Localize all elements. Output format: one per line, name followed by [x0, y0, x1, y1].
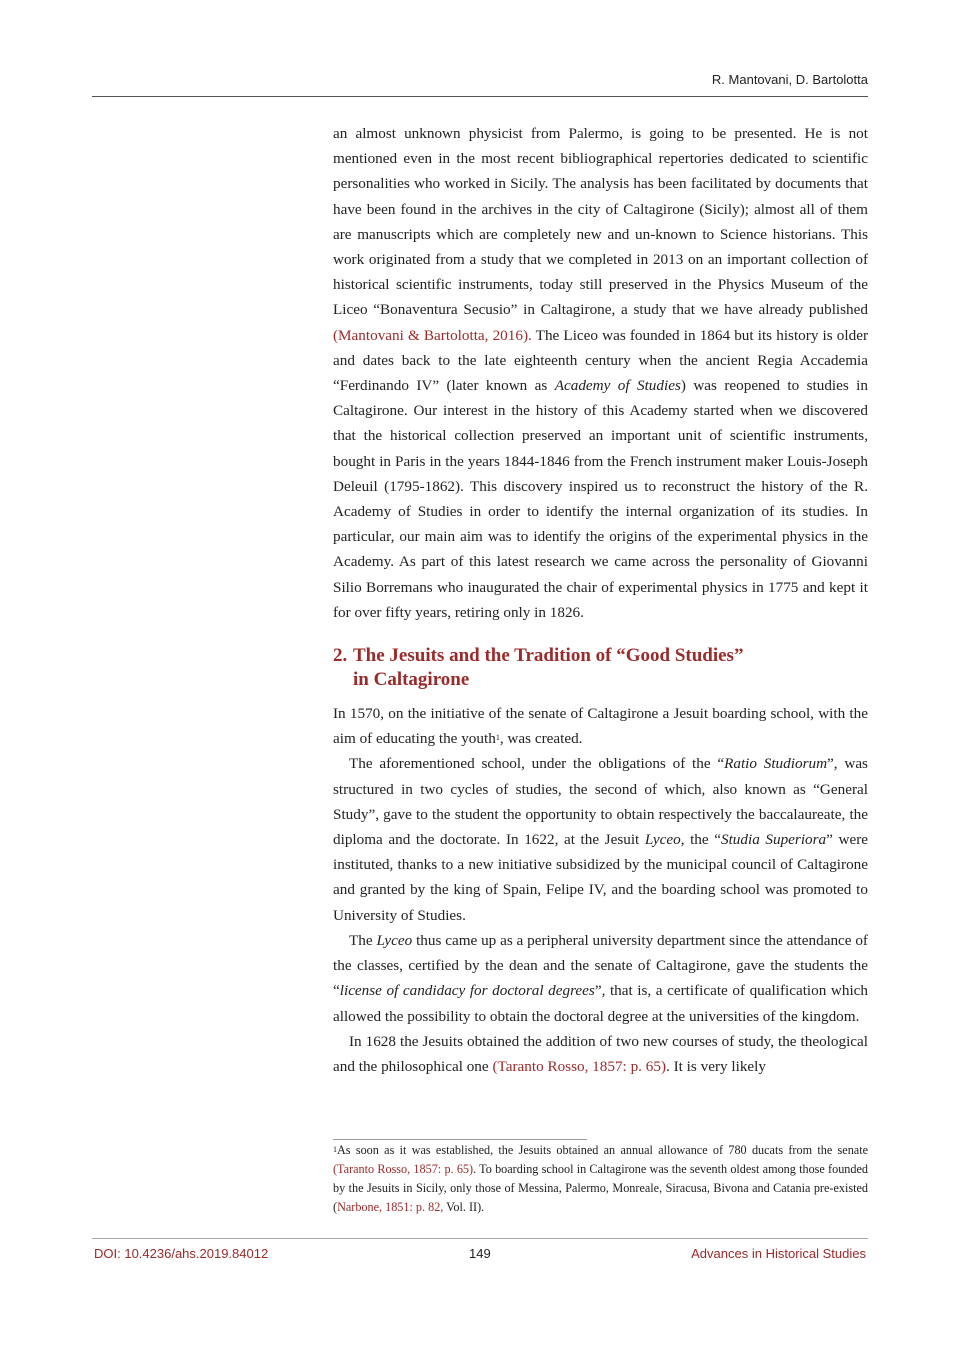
citation-link[interactable]: Narbone, 1851: p. 82, [337, 1200, 444, 1214]
intro-paragraph: an almost unknown physicist from Palermo, is going to be presented. He is not mentioned even in the most recent bibliographical repertories dedicated to scientific personalities who worked in Sicily. The analysis has been facilitated by documents that have been found in the archives in the city of Caltagirone (Sicily); almost all of them are manuscripts which are completely new and un-known to Science historians. This work originated from a study that we completed in 2013 on an important collection of historical scientific instruments, today still preserved in the Physics Museum of the Liceo “Bonaventura Secusio” in Caltagirone, a study that we have already published (Mantovani & Bartolotta, 2016). The Liceo was founded in 1864 but its history is older and dates back to the late eighteenth century when the ancient Regia Accademia “Ferdinando IV” (later known as Academy of Studies) was reopened to studies in Caltagirone. Our interest in the history of this Academy started when we discovered that the historical collection preserved an important unit of scientific instruments, bought in Paris in the years 1844-1846 from the French instrument maker Louis-Joseph Deleuil (1795-1862). This discovery inspired us to reconstruct the history of the R. Academy of Studies in order to identify the internal organization of its studies. In particular, our main aim was to identify the origins of the experimental physics in the Academy. As part of this latest research we came across the personality of Giovanni Silio Borremans who inaugurated the chair of experimental physics in 1775 and kept it for over fifty years, retiring only in 1826. [333, 125, 869, 621]
citation-link[interactable]: (Mantovani & Bartolotta, 2016). [333, 326, 532, 344]
footnote-rule [333, 1139, 587, 1140]
section-paragraph-4: In 1628 the Jesuits obtained the addition of two new courses of study, the theological and the philosophical one (Taranto Rosso, 1857: p. 65). It is very likely [333, 1032, 868, 1075]
page-number: 149 [469, 1246, 491, 1261]
section-paragraph-1: In 1570, on the initiative of the senate of Caltagirone a Jesuit boarding school, with the aim of educating the youth$^1$, was created. [333, 705, 868, 748]
header-rule [92, 96, 868, 97]
citation-link[interactable]: (Taranto Rosso, 1857: p. 65) [492, 1057, 667, 1075]
footer-rule [92, 1238, 868, 1239]
footnote-block [333, 1141, 868, 1217]
footnote-text: $^1$As soon as it was established, the Jesuits obtained an annual allowance of 780 ducats from the senate (Taranto Rosso, 1857: p. 65). To boarding school in Caltagirone was the seventh oldest among those founded by the Jesuits in Sicily, only those of Messina, Palermo, Monreale, Siracusa, Bivona and Catania pre-existed (Narbone, 1851: p. 82, Vol. II). [333, 1143, 868, 1214]
running-header-author: R. Mantovani, D. Bartolotta [711, 72, 868, 87]
main-column [333, 121, 868, 1079]
footnote-ref[interactable]: 1 [495, 733, 500, 743]
footer-doi[interactable]: DOI: 10.4236/ahs.2019.84012 [94, 1246, 269, 1261]
section-heading: 2. The Jesuits and the Tradition of “Good Studies” in Caltagirone [333, 645, 744, 690]
section-paragraph-2: The aforementioned school, under the obligations of the “Ratio Studiorum”, was structured in two cycles of studies, the second of which, also known as “General Study”, gave to the student the opportunity to obtain respectively the baccalaureate, the diploma and the doctorate. In 1622, at the Jesuit Lyceo, the “Studia Superiora” were instituted, thanks to a new initiative subsidized by the municipal council of Caltagirone and granted by the king of Spain, Felipe IV, and the boarding school was promoted to University of Studies. [333, 755, 869, 924]
footer-journal[interactable]: Advances in Historical Studies [691, 1246, 866, 1261]
section-paragraph-3: The Lyceo thus came up as a peripheral university department since the attendance of the classes, certified by the dean and the senate of Caltagirone, gave the students the “license of candidacy for doctoral degrees”, that is, a certificate of qualification which allowed the possibility to obtain the doctoral degree at the universities of the kingdom. [333, 931, 869, 1025]
citation-link[interactable]: (Taranto Rosso, 1857: p. 65) [333, 1162, 474, 1176]
